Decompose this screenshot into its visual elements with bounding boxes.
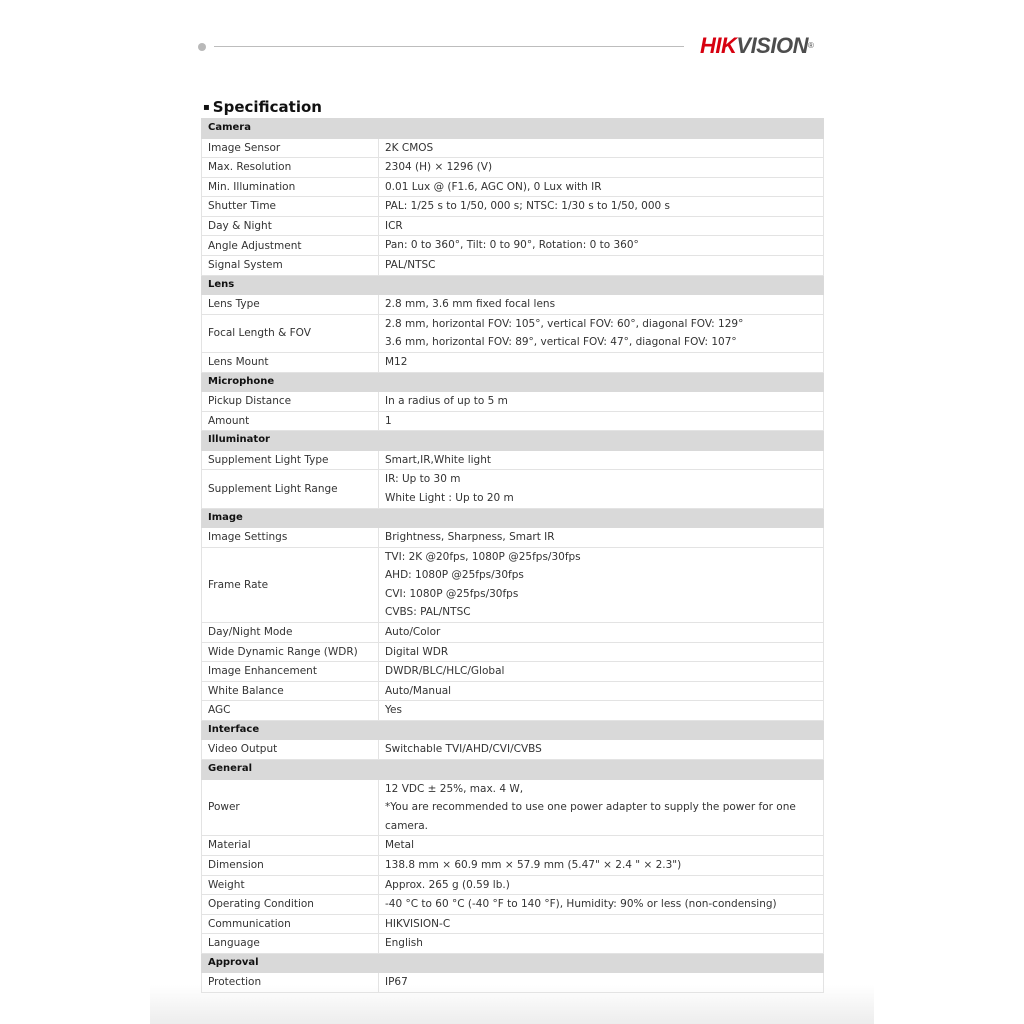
table-row: [202, 895, 824, 915]
spec-value: [379, 836, 824, 856]
spec-value: [379, 177, 824, 197]
spec-value-line: Digital WDR: [385, 645, 449, 658]
spec-label: Max. Resolution: [202, 158, 379, 178]
spec-value-line: camera.: [385, 819, 428, 832]
category-label: General: [202, 760, 824, 780]
spec-label: Focal Length & FOV: [202, 314, 379, 352]
category-label: Lens: [202, 275, 824, 295]
spec-label: Angle Adjustment: [202, 236, 379, 256]
spec-value-line: Auto/Manual: [385, 684, 452, 697]
spec-value-line: Brightness, Sharpness, Smart IR: [385, 531, 555, 543]
spec-value-line: White Light : Up to 20 m: [385, 491, 514, 504]
header-dot: [198, 43, 206, 51]
category-row: [202, 953, 824, 973]
table-row: [202, 642, 824, 662]
table-row: [202, 547, 824, 622]
spec-value: [379, 314, 824, 352]
spec-label: Amount: [202, 411, 379, 431]
specification-table: [201, 118, 824, 993]
spec-value: [379, 158, 824, 178]
table-row: [202, 662, 824, 682]
spec-value-line: 2K CMOS: [385, 141, 434, 154]
spec-value-line: 2304 (H) × 1296 (V): [385, 161, 493, 174]
spec-value: [379, 295, 824, 315]
table-row: [202, 411, 824, 431]
spec-value: [379, 934, 824, 954]
category-row: [202, 760, 824, 780]
spec-value-line: Yes: [385, 704, 402, 717]
spec-value-line: Metal: [385, 839, 414, 852]
spec-value: [379, 875, 824, 895]
spec-label: Supplement Light Type: [202, 450, 379, 470]
table-row: [202, 314, 824, 352]
spec-value: [379, 256, 824, 276]
spec-label: Lens Type: [202, 295, 379, 315]
table-row: [202, 352, 824, 372]
spec-value: [379, 450, 824, 470]
category-row: [202, 720, 824, 740]
spec-value-line: 0.01 Lux @ (F1.6, AGC ON), 0 Lux with IR: [385, 180, 602, 193]
table-row: [202, 158, 824, 178]
spec-label: Shutter Time: [202, 197, 379, 217]
spec-label: Supplement Light Range: [202, 470, 379, 508]
spec-value: [379, 216, 824, 236]
table-row: [202, 392, 824, 412]
spec-value-line: ICR: [385, 219, 403, 232]
spec-label: Video Output: [202, 740, 379, 760]
category-row: [202, 275, 824, 295]
spec-value-line: Pan: 0 to 360°, Tilt: 0 to 90°, Rotation: 0 to 360°: [385, 239, 639, 252]
spec-value: [379, 642, 824, 662]
table-row: [202, 138, 824, 158]
spec-value: [379, 740, 824, 760]
table-row: [202, 973, 824, 993]
spec-label: Operating Condition: [202, 895, 379, 915]
spec-value-line: 1: [385, 414, 392, 427]
spec-label: Image Enhancement: [202, 662, 379, 682]
spec-value: [379, 662, 824, 682]
spec-value-line: 2.8 mm, horizontal FOV: 105°, vertical FOV: 60°, diagonal FOV: 129°: [385, 317, 744, 330]
spec-value-line: 12 VDC ± 25%, max. 4 W,: [385, 782, 524, 795]
hikvision-logo: HIKVISION®: [700, 33, 814, 58]
spec-value-line: 2.8 mm, 3.6 mm fixed focal lens: [385, 298, 556, 311]
spec-value: [379, 681, 824, 701]
spec-label: Day & Night: [202, 216, 379, 236]
spec-label: Weight: [202, 875, 379, 895]
spec-value-line: DWDR/BLC/HLC/Global: [385, 665, 505, 678]
spec-value-line: PAL: 1/25 s to 1/50, 000 s; NTSC: 1/30 s to 1/50, 000 s: [385, 200, 670, 213]
spec-value-line: 138.8 mm × 60.9 mm × 57.9 mm (5.47" × 2.4 " × 2.3"): [385, 858, 682, 871]
category-label: Approval: [202, 953, 824, 973]
spec-value-line: CVI: 1080P @25fps/30fps: [385, 587, 519, 600]
spec-value-line: Approx. 265 g (0.59 lb.): [385, 878, 510, 891]
table-row: [202, 470, 824, 508]
table-row: [202, 875, 824, 895]
spec-label: Image Settings: [202, 528, 379, 548]
spec-value: [379, 895, 824, 915]
table-row: [202, 197, 824, 217]
spec-value: [379, 352, 824, 372]
spec-value-line: In a radius of up to 5 m: [385, 395, 508, 408]
spec-value: [379, 411, 824, 431]
table-row: [202, 295, 824, 315]
category-row: [202, 431, 824, 451]
spec-value-line: Auto/Color: [385, 625, 441, 638]
spec-value-line: HIKVISION-C: [385, 917, 451, 930]
spec-label: Protection: [202, 973, 379, 993]
spec-label: Frame Rate: [202, 547, 379, 622]
spec-value-line: CVBS: PAL/NTSC: [385, 606, 471, 619]
spec-value-line: AHD: 1080P @25fps/30fps: [385, 569, 524, 582]
spec-value-line: English: [385, 937, 423, 950]
spec-value-line: M12: [385, 355, 408, 368]
spec-label: Min. Illumination: [202, 177, 379, 197]
table-row: [202, 177, 824, 197]
spec-value-line: TVI: 2K @20fps, 1080P @25fps/30fps: [385, 550, 581, 563]
spec-value-line: PAL/NTSC: [385, 259, 436, 272]
table-row: [202, 256, 824, 276]
spec-value: [379, 470, 824, 508]
spec-value: [379, 528, 824, 548]
spec-value: [379, 392, 824, 412]
category-label: Illuminator: [202, 431, 824, 451]
table-row: [202, 216, 824, 236]
spec-value-line: -40 °C to 60 °C (-40 °F to 140 °F), Humidity: 90% or less (non-condensing): [385, 898, 777, 911]
category-row: [202, 119, 824, 139]
spec-label: Language: [202, 934, 379, 954]
spec-label: Image Sensor: [202, 138, 379, 158]
category-row: [202, 508, 824, 528]
header-rule: [214, 46, 684, 47]
spec-label: Power: [202, 779, 379, 836]
table-row: [202, 681, 824, 701]
spec-value: [379, 547, 824, 622]
table-row: [202, 450, 824, 470]
spec-value: [379, 779, 824, 836]
spec-value: [379, 914, 824, 934]
spec-value: [379, 622, 824, 642]
table-row: [202, 740, 824, 760]
table-row: [202, 622, 824, 642]
category-row: [202, 372, 824, 392]
spec-value-line: Smart,IR,White light: [385, 453, 491, 466]
spec-label: Signal System: [202, 256, 379, 276]
spec-label: Pickup Distance: [202, 392, 379, 412]
category-label: Camera: [202, 119, 824, 139]
page-title: ▪ Specification: [203, 98, 322, 116]
table-row: [202, 914, 824, 934]
spec-label: Day/Night Mode: [202, 622, 379, 642]
spec-label: Dimension: [202, 855, 379, 875]
spec-value: [379, 701, 824, 721]
spec-value: [379, 138, 824, 158]
spec-value-line: IR: Up to 30 m: [385, 473, 461, 486]
table-row: [202, 528, 824, 548]
spec-label: Material: [202, 836, 379, 856]
spec-value-line: Switchable TVI/AHD/CVI/CVBS: [385, 743, 542, 756]
spec-value-line: IP67: [385, 976, 408, 989]
spec-value: [379, 197, 824, 217]
table-row: [202, 701, 824, 721]
spec-label: White Balance: [202, 681, 379, 701]
spec-value-line: 3.6 mm, horizontal FOV: 89°, vertical FOV: 47°, diagonal FOV: 107°: [385, 336, 737, 349]
spec-value: [379, 236, 824, 256]
table-row: [202, 836, 824, 856]
spec-value: [379, 973, 824, 993]
spec-label: Wide Dynamic Range (WDR): [202, 642, 379, 662]
table-row: [202, 934, 824, 954]
spec-value-line: *You are recommended to use one power adapter to supply the power for one: [385, 801, 796, 814]
category-label: Microphone: [202, 372, 824, 392]
table-row: [202, 236, 824, 256]
spec-label: Communication: [202, 914, 379, 934]
category-label: Interface: [202, 720, 824, 740]
spec-value: [379, 855, 824, 875]
spec-label: AGC: [202, 701, 379, 721]
spec-label: Lens Mount: [202, 352, 379, 372]
table-row: [202, 855, 824, 875]
table-row: [202, 779, 824, 836]
category-label: Image: [202, 508, 824, 528]
